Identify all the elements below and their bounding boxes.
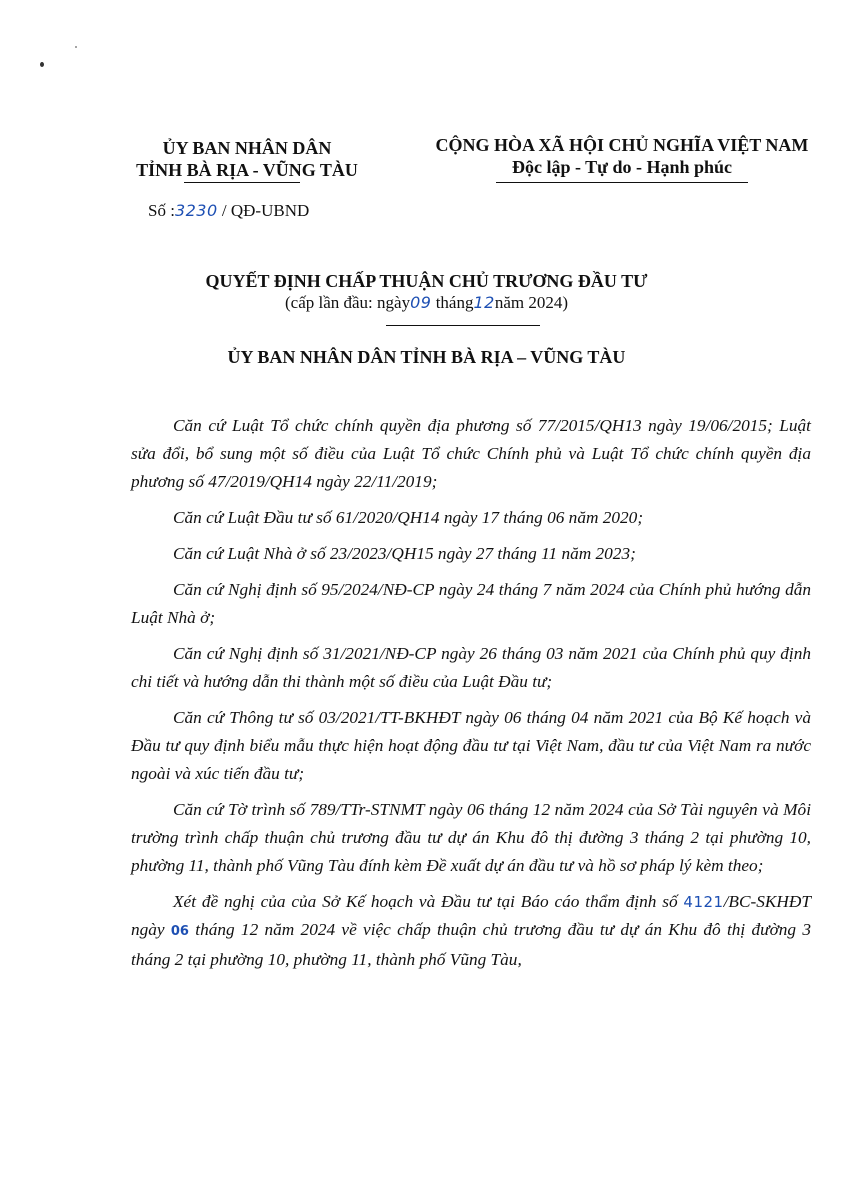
national-motto: Độc lập - Tự do - Hạnh phúc — [511, 157, 733, 177]
authority-heading: ỦY BAN NHÂN DÂN TỈNH BÀ RỊA – VŨNG TÀU — [227, 347, 626, 367]
authority-line-1: ỦY BAN NHÂN DÂN — [162, 138, 332, 158]
decision-title: QUYẾT ĐỊNH CHẤP THUẬN CHỦ TRƯƠNG ĐẦU TƯ — [205, 271, 648, 291]
consideration-paragraph: Xét đề nghị của của Sở Kế hoạch và Đầu tư tại Báo cáo thẩm định số 4121/BC-SKHĐT ngày 06 tháng 12 năm 2024 về việc chấp thuận chủ trương đầu tư dự án Khu đô thị đường 3 tháng 2 tại phường 10, phường 11, thành phố Vũng Tàu, — [131, 892, 811, 969]
issue-date-line: (cấp lần đầu: ngày09 tháng12năm 2024) — [284, 293, 569, 312]
motto-underline — [496, 182, 748, 183]
document-number — [148, 201, 309, 221]
handwritten-report-day: 06 — [170, 924, 189, 939]
legal-basis-paragraph: Căn cứ Luật Đầu tư số 61/2020/QH14 ngày 17 tháng 06 năm 2020; — [173, 508, 644, 527]
legal-basis-paragraph: Căn cứ Luật Tổ chức chính quyền địa phương số 77/2015/QH13 ngày 19/06/2015; Luật sửa đổi, bổ sung một số điều của Luật Tổ chức Chính phủ và Luật Tổ chức chính quyền địa phương số 47/2019/QH14 ngày 22/11/2019; — [131, 416, 811, 491]
scan-speck — [75, 46, 77, 48]
handwritten-issue-month: 12 — [473, 293, 495, 312]
legal-basis-paragraph: Căn cứ Tờ trình số 789/TTr-STNMT ngày 06 tháng 12 năm 2024 của Sở Tài nguyên và Môi trường trình chấp thuận chủ trương đầu tư dự án Khu đô thị đường 3 tháng 2 tại phường 10, phường 11, thành phố Vũng Tàu đính kèm Đề xuất dự án đầu tư và hồ sơ pháp lý kèm theo; — [131, 800, 811, 875]
national-motto-header — [420, 134, 824, 178]
legal-basis-paragraph: Căn cứ Luật Nhà ở số 23/2023/QH15 ngày 27 tháng 11 năm 2023; — [173, 544, 636, 563]
legal-basis-paragraph: Căn cứ Nghị định số 95/2024/NĐ-CP ngày 24 tháng 7 năm 2024 của Chính phủ hướng dẫn Luật Nhà ở; — [131, 580, 811, 627]
legal-basis-paragraph: Căn cứ Nghị định số 31/2021/NĐ-CP ngày 26 tháng 03 năm 2021 của Chính phủ quy định chi tiết và hướng dẫn thi thành một số điều của Luật Đầu tư; — [131, 644, 811, 691]
legal-basis-paragraph: Căn cứ Thông tư số 03/2021/TT-BKHĐT ngày 06 tháng 04 năm 2021 của Bộ Kế hoạch và Đầu tư quy định biểu mẫu thực hiện hoạt động đầu tư tại Việt Nam, đầu tư của Việt Nam ra nước ngoài và xúc tiến đầu tư; — [131, 708, 811, 783]
document-body — [131, 412, 811, 982]
issuing-authority-header — [122, 137, 372, 181]
handwritten-report-number: 4121 — [683, 893, 724, 911]
scan-speck — [40, 62, 44, 67]
handwritten-doc-number: 3230 — [174, 201, 218, 220]
title-underline — [386, 325, 540, 326]
doc-number-suffix: / QĐ-UBND — [217, 201, 310, 220]
country-name: CỘNG HÒA XÃ HỘI CHỦ NGHĨA VIỆT NAM — [435, 135, 809, 155]
doc-number-prefix: Số : — [148, 201, 175, 220]
authority-underline — [184, 182, 300, 183]
authority-line-2: TỈNH BÀ RỊA - VŨNG TÀU — [136, 160, 358, 180]
handwritten-issue-day: 09 — [410, 293, 432, 312]
